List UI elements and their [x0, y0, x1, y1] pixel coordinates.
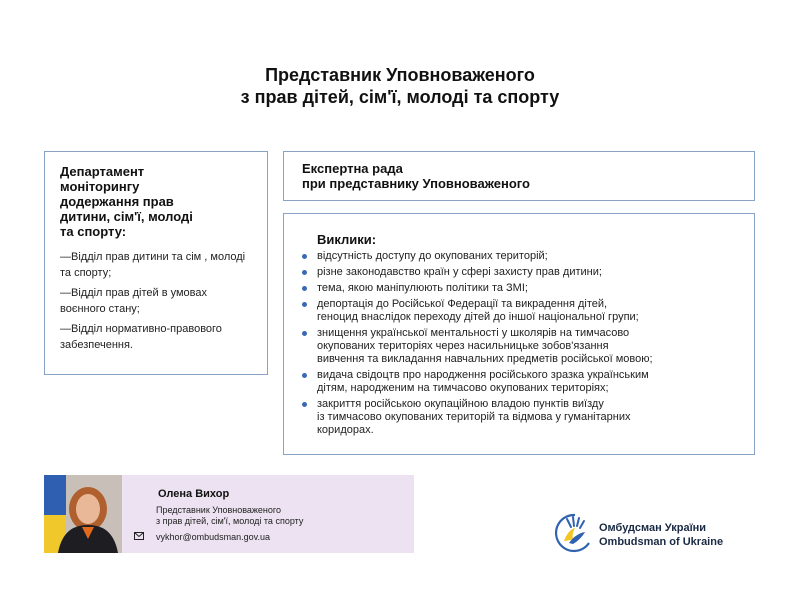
ombudsman-logo-icon [555, 513, 595, 553]
challenge-text: видача свідоцтв про народження російського зразка українським [317, 369, 649, 381]
challenge-text: вивчення та викладання навчальних предметів російської мовою; [317, 353, 653, 365]
profile-name: Олена Вихор [158, 488, 230, 500]
challenge-text: тема, якою маніпулюють політики та ЗМІ; [317, 282, 528, 294]
challenge-text: закриття російською окупаційною владою пунктів виїзду [317, 398, 604, 410]
bullet-icon [302, 373, 307, 378]
expert-council-subtitle: при представнику Уповноваженого [302, 176, 530, 191]
challenge-text: депортація до Російської Федерації та викрадення дітей, [317, 298, 608, 310]
bullet-icon [302, 402, 307, 407]
logo-line1: Омбудсман України [599, 522, 707, 534]
profile-role-line1: Представник Уповноваженого [156, 505, 282, 515]
challenge-item [302, 250, 740, 263]
department-list [60, 249, 253, 353]
challenge-item [302, 282, 740, 295]
challenge-text: геноцид внаслідок переходу дітей до іншої національної групи; [317, 311, 639, 323]
page-title [0, 64, 800, 108]
page-title-line1: Представник Уповноваженого [265, 65, 535, 85]
envelope-icon [134, 532, 144, 540]
challenges-list [302, 250, 740, 437]
challenge-text: із тимчасово окупованих територій та відмова у гуманітарних [317, 411, 631, 423]
profile-card [44, 475, 414, 553]
challenge-item [302, 398, 740, 437]
ombudsman-logo [555, 513, 755, 553]
expert-council-title: Експертна рада [302, 161, 403, 176]
challenge-text: різне законодавство країн у сфері захисту прав дитини; [317, 266, 602, 278]
bullet-icon [302, 254, 307, 259]
expert-council-box [283, 151, 755, 201]
challenge-item [302, 327, 740, 366]
challenge-item [302, 298, 740, 324]
challenge-text: знищення української ментальності у школярів на тимчасово [317, 327, 630, 339]
bullet-icon [302, 286, 307, 291]
challenge-text: дітям, народженим на тимчасово окупованих територіях; [317, 382, 609, 394]
page-title-line2: з прав дітей, сім'ї, молоді та спорту [240, 87, 560, 107]
bullet-icon [302, 270, 307, 275]
logo-line2: Ombudsman of Ukraine [599, 536, 724, 548]
profile-role-line2: з прав дітей, сім'ї, молоді та спорту [156, 516, 304, 526]
bullet-icon [302, 331, 307, 336]
department-item: —Відділ нормативно-правового забезпечення. [60, 323, 222, 351]
challenge-text: відсутність доступу до окупованих територій; [317, 250, 548, 262]
department-box [44, 151, 268, 375]
portrait-photo [44, 475, 122, 553]
challenge-text: окупованих територіях через насильницьке зобов'язання [317, 340, 609, 352]
bullet-icon [302, 302, 307, 307]
challenges-title: Виклики: [317, 232, 377, 247]
department-item: —Відділ прав дитини та сім , молоді та спорту; [60, 251, 246, 279]
challenges-box [283, 213, 755, 455]
challenge-item [302, 266, 740, 279]
challenge-item [302, 369, 740, 395]
ombudsman-logo-text [599, 521, 723, 549]
department-title: Департамент моніторингу додержання прав дитини, сім'ї, молоді та спорту: [60, 164, 193, 239]
profile-email-link[interactable]: vykhor@ombudsman.gov.ua [156, 532, 271, 542]
department-item: —Відділ прав дітей в умовах воєнного стану; [60, 287, 208, 315]
challenge-text: коридорах. [317, 424, 374, 436]
profile-role [156, 505, 303, 527]
